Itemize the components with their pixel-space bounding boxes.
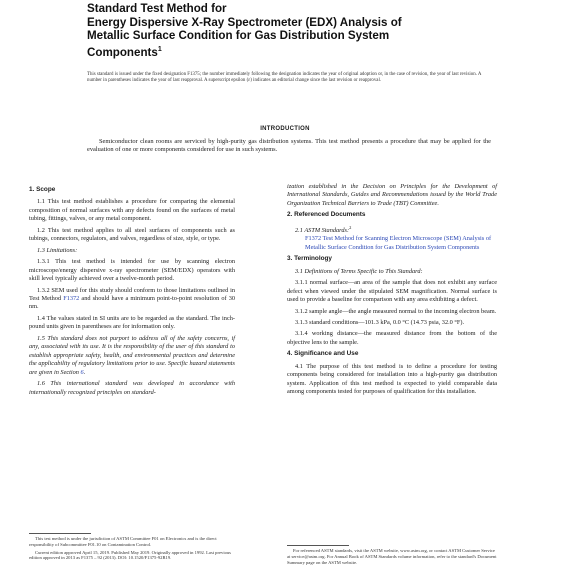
right-column [287,183,497,400]
section-heading-scope: 1. Scope [29,186,56,193]
paragraph-text: 1.3.2 SEM used for this study should conform to those limitations outlined in Test Method [29,286,235,302]
title-line: Metallic Surface Condition for Gas Distribution System [87,29,390,42]
footnote-rule-left [29,533,91,534]
left-column [29,183,235,400]
introduction-text: Semiconductor clean rooms are serviced by high-purity gas distribution systems. This test method presents a procedure that may be applied for the evaluation of one or more components considered for use in such systems. [87,138,491,154]
paragraph-text: and should have a minimum point-to-point resolution of 30 nm. [29,294,235,311]
paragraph-3-1-3: 3.1.3 standard conditions—101.3 kPa, 0.0 °C (14.73 psia, 32.0 °F). [295,318,465,326]
paragraph-1-3: 1.3 Limitations: [37,246,78,254]
reference-id[interactable]: F1372 [305,235,322,243]
title-line-text: Components [87,45,158,59]
paragraph-text: 1.5 This standard does not purport to address all of the safety concerns, if any, associated with its use. It is the responsibility of the user of this standard to establish appropriate safety, health, and environmental practices and determine the applicability of regulatory limitations prior to use. Specific hazard statements are given in Section [29,334,235,376]
footnote-mark: 2 [349,224,352,230]
paragraph-1-5 [29,335,235,377]
paragraph-2-1 [287,224,497,236]
title-line [87,43,507,59]
introduction-heading: INTRODUCTION [260,126,310,132]
paragraph-3-1-1: 3.1.1 normal surface—an area of the sample that does not exhibit any surface defect when viewed under the stipulated SEM magnification. Normal surface is used to provide a baseline for comparison with any area exhibiting a defect. [287,279,497,304]
paragraph-text: . [83,368,86,376]
section-heading-referenced-documents: 2. Referenced Documents [287,211,366,219]
title-line: Energy Dispersive X-Ray Spectrometer (EDX) Analysis of [87,15,402,29]
paragraph-1-3-2 [29,287,235,312]
preamble-text: This standard is issued under the fixed designation F1375; the number immediately following the designation indicates the year of original adoption or, in the case of revision, the year of last revision. A number in parentheses indicates the year of last reapproval. A superscript epsilon (ε) indicates an editorial change since the last revision or reapproval. [87,72,482,84]
paragraph-text: 2.1 ASTM Standards: [295,226,350,234]
paragraph-1-2: 1.2 This test method applies to all steel surfaces of components such as tubings, connectors, regulators, and valves, regardless of size, style, or type. [29,226,235,243]
paragraph-1-6: 1.6 This international standard was developed in accordance with internationally recognized principles on standard- [29,380,235,396]
paragraph-1-3-1: 1.3.1 This test method is intended for use by scanning electron microscope/energy dispersive x-ray spectrometer (SEM/EDX) operators with skill level typically achieved over a twelve-month period. [29,258,235,283]
title-footnote-mark: 1 [157,45,162,53]
referenced-standard-f1372[interactable] [287,235,497,252]
paragraph-4-1: 4.1 The purpose of this test method is to define a procedure for testing components being considered for installation into a high-purity gas distribution system. Application of this test method is expected to yield comparable data among components tested for purposes of qualification for this installation. [287,362,497,396]
paragraph-1-6-continued: ization established in the Decision on Principles for the Development of International Standards, Guides and Recommendations issued by the World Trade Organization Technical Barriers to Trade (TBT) Committee. [287,183,497,207]
reference-link-f1372[interactable]: F1372 [63,294,80,302]
section-heading-significance: 4. Significance and Use [287,350,359,358]
section-heading-terminology: 3. Terminology [287,255,332,263]
section-link-6[interactable]: 6 [80,368,84,376]
document-title [87,2,507,59]
designation-preamble [87,72,491,85]
paragraph-3-1-2: 3.1.2 sample angle—the angle measured normal to the incoming electron beam. [295,307,497,315]
footnotes-right [287,548,497,567]
footnotes-left [29,536,235,563]
reference-title[interactable]: Test Method for Scanning Electron Microscope (SEM) Analysis of Metallic Surface Condition for Gas Distribution System Components [305,235,492,251]
footnote-1: This test method is under the jurisdiction of ASTM Committee F01 on Electronics and is the direct responsibility of Subcommittee F01.10 on Contamination Control. [29,536,217,547]
paragraph-1-1: 1.1 This test method establishes a procedure for comparing the elemental composition of normal surfaces with any defects found on the surfaces of metal tubing, fittings, valves, or any metal component. [29,198,235,223]
paragraph-3-1-4: 3.1.4 working distance—the measured distance from the bottom of the objective lens to the sample. [287,330,497,346]
title-line: Standard Test Method for [87,2,227,15]
paragraph-1-4: 1.4 The values stated in SI units are to be regarded as the standard. The inch-pound units given in parentheses are for information only. [29,314,235,331]
footnote-rule-right [287,545,349,546]
paragraph-3-1: 3.1 Definitions of Terms Specific to This Standard: [295,267,423,275]
footnote-2: For referenced ASTM standards, visit the ASTM website, www.astm.org, or contact ASTM Customer Service at service@astm.org. For Annual Book of ASTM Standards volume information, refer to the standard's Document Summary page on the ASTM website. [287,548,497,565]
footnote-1b: Current edition approved April 15, 2019. Published May 2019. Originally approved in 1992. Last previous edition approved in 2013 as F1375 – 92 (2013). DOI: 10.1520/F1375-92R19. [29,549,231,561]
